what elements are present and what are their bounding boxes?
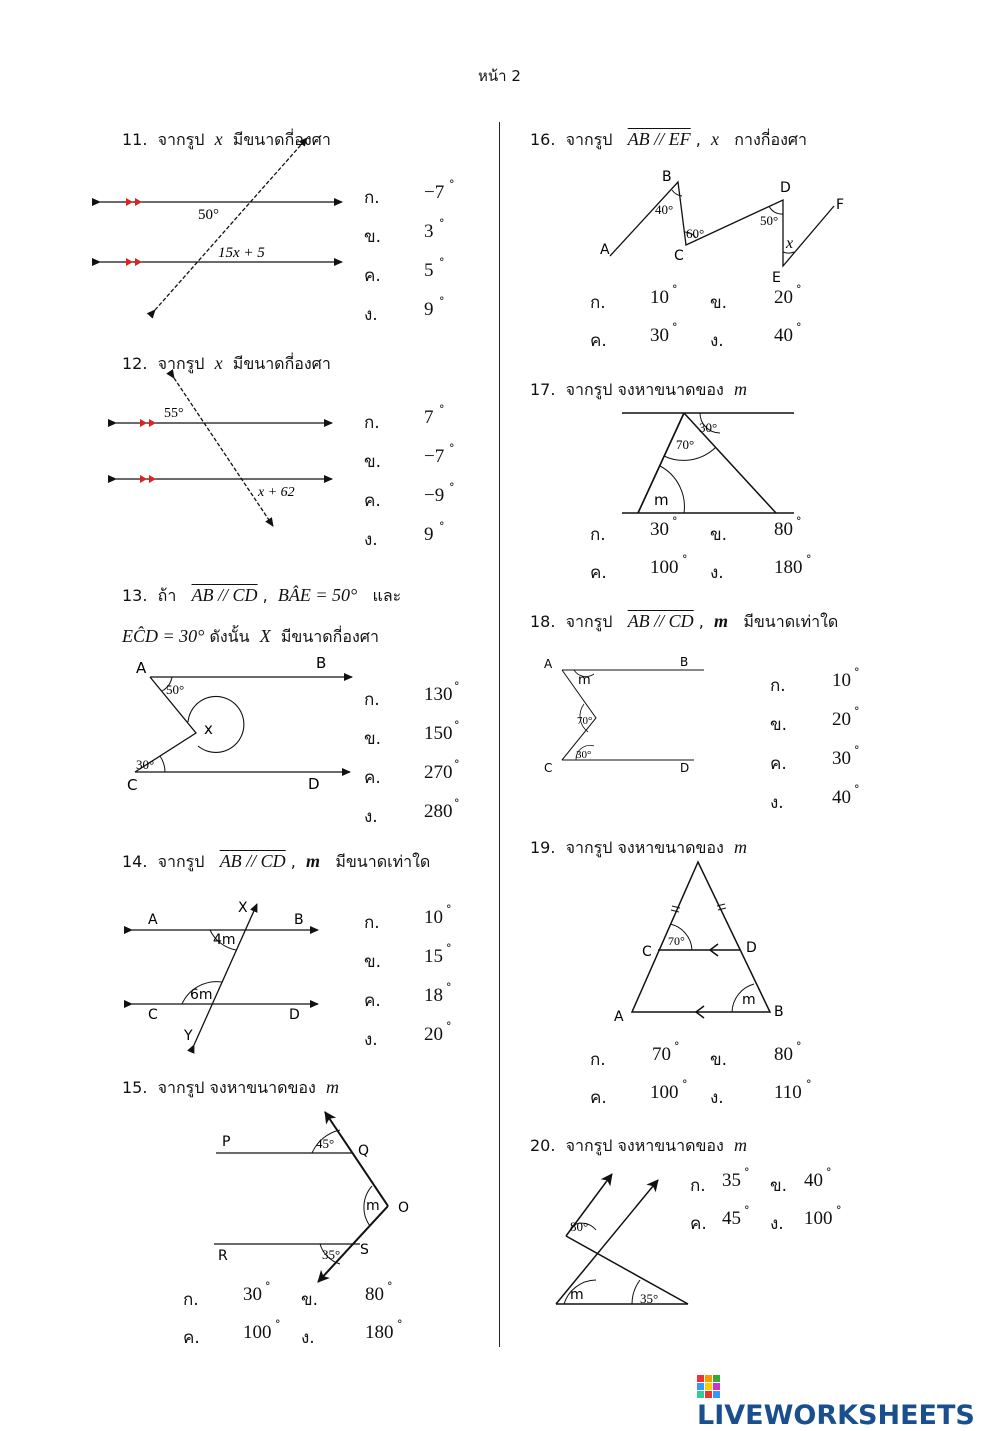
logo-grid-icon xyxy=(697,1375,721,1399)
question-11: 11. จากรูป x มีขนาดกี่องศา xyxy=(122,129,331,149)
svg-text:70°: 70° xyxy=(676,437,695,452)
svg-text:6m: 6m xyxy=(190,987,213,1003)
svg-text:30°: 30° xyxy=(699,420,718,435)
svg-text:70°: 70° xyxy=(668,934,685,948)
svg-text:A: A xyxy=(614,1009,624,1025)
svg-text:R: R xyxy=(218,1248,228,1264)
svg-text:C: C xyxy=(642,944,652,960)
svg-text:C: C xyxy=(148,1007,158,1023)
question-16: 16. จากรูป AB // EF , x กางกี่องศา xyxy=(530,129,808,149)
svg-text:m: m xyxy=(578,673,591,688)
svg-text:A: A xyxy=(148,912,158,928)
q11-expr-label: 15x + 5 xyxy=(218,245,265,261)
svg-text:D: D xyxy=(680,761,690,775)
column-divider xyxy=(499,122,500,1347)
q11-angle-label: 50° xyxy=(198,207,219,223)
svg-text:40°: 40° xyxy=(655,202,674,217)
svg-text:E: E xyxy=(772,270,781,286)
svg-text:45°: 45° xyxy=(316,1136,335,1151)
svg-text:D: D xyxy=(746,940,757,956)
svg-text:30°: 30° xyxy=(136,757,155,772)
svg-text:80°: 80° xyxy=(570,1219,589,1234)
svg-text:A: A xyxy=(136,659,147,677)
svg-text:50°: 50° xyxy=(760,213,779,228)
question-20: 20. จากรูป จงหาขนาดของ m xyxy=(530,1135,748,1155)
svg-text:P: P xyxy=(222,1134,231,1150)
svg-text:C: C xyxy=(674,248,684,264)
svg-text:C: C xyxy=(544,761,553,775)
svg-text:D: D xyxy=(308,775,320,793)
svg-text:60°: 60° xyxy=(686,226,705,241)
question-12: 12. จากรูป x มีขนาดกี่องศา xyxy=(122,353,331,373)
question-13-line2: EĈD = 30° ดังนั้น X มีขนาดกี่องศา xyxy=(122,626,379,646)
svg-text:x: x xyxy=(786,235,794,252)
svg-text:x: x xyxy=(204,720,213,738)
svg-text:B: B xyxy=(774,1004,784,1020)
svg-text:Q: Q xyxy=(358,1143,370,1159)
svg-text:B: B xyxy=(294,912,304,928)
svg-text:m: m xyxy=(742,992,756,1008)
liveworksheets-logo: LIVEWORKSHEETS xyxy=(697,1375,1000,1431)
question-17: 17. จากรูป จงหาขนาดของ m xyxy=(530,379,748,399)
svg-text:D: D xyxy=(289,1007,300,1023)
svg-text:m: m xyxy=(654,491,669,509)
svg-text:Y: Y xyxy=(184,1028,193,1044)
page-header: หน้า 2 xyxy=(478,67,521,85)
svg-text:B: B xyxy=(316,654,327,672)
svg-text:C: C xyxy=(127,776,138,794)
svg-text:O: O xyxy=(398,1200,410,1216)
question-14: 14. จากรูป AB // CD , m มีขนาดเท่าใด xyxy=(122,851,431,871)
svg-text:B: B xyxy=(662,169,672,185)
svg-text:S: S xyxy=(360,1242,369,1258)
svg-text:B: B xyxy=(680,655,689,669)
question-18: 18. จากรูป AB // CD , m มีขนาดเท่าใด xyxy=(530,611,839,631)
svg-text:4m: 4m xyxy=(213,932,236,948)
svg-text:50°: 50° xyxy=(166,682,185,697)
svg-text:x + 62: x + 62 xyxy=(258,485,295,500)
svg-text:35°: 35° xyxy=(640,1291,659,1306)
svg-text:m: m xyxy=(366,1198,380,1214)
svg-text:A: A xyxy=(600,242,610,258)
svg-text:70°: 70° xyxy=(577,715,593,727)
svg-text:30°: 30° xyxy=(576,749,592,761)
svg-text:A: A xyxy=(544,657,553,671)
question-13: 13. ถ้า AB // CD , BÂE = 50° และ xyxy=(122,585,402,605)
question-19: 19. จากรูป จงหาขนาดของ m xyxy=(530,837,748,857)
svg-text:55°: 55° xyxy=(164,406,184,421)
svg-text:X: X xyxy=(238,900,248,916)
svg-text:35°: 35° xyxy=(322,1247,341,1262)
svg-text:D: D xyxy=(780,180,791,196)
question-15: 15. จากรูป จงหาขนาดของ m xyxy=(122,1077,340,1097)
svg-text:m: m xyxy=(570,1287,584,1303)
svg-text:F: F xyxy=(836,197,845,213)
